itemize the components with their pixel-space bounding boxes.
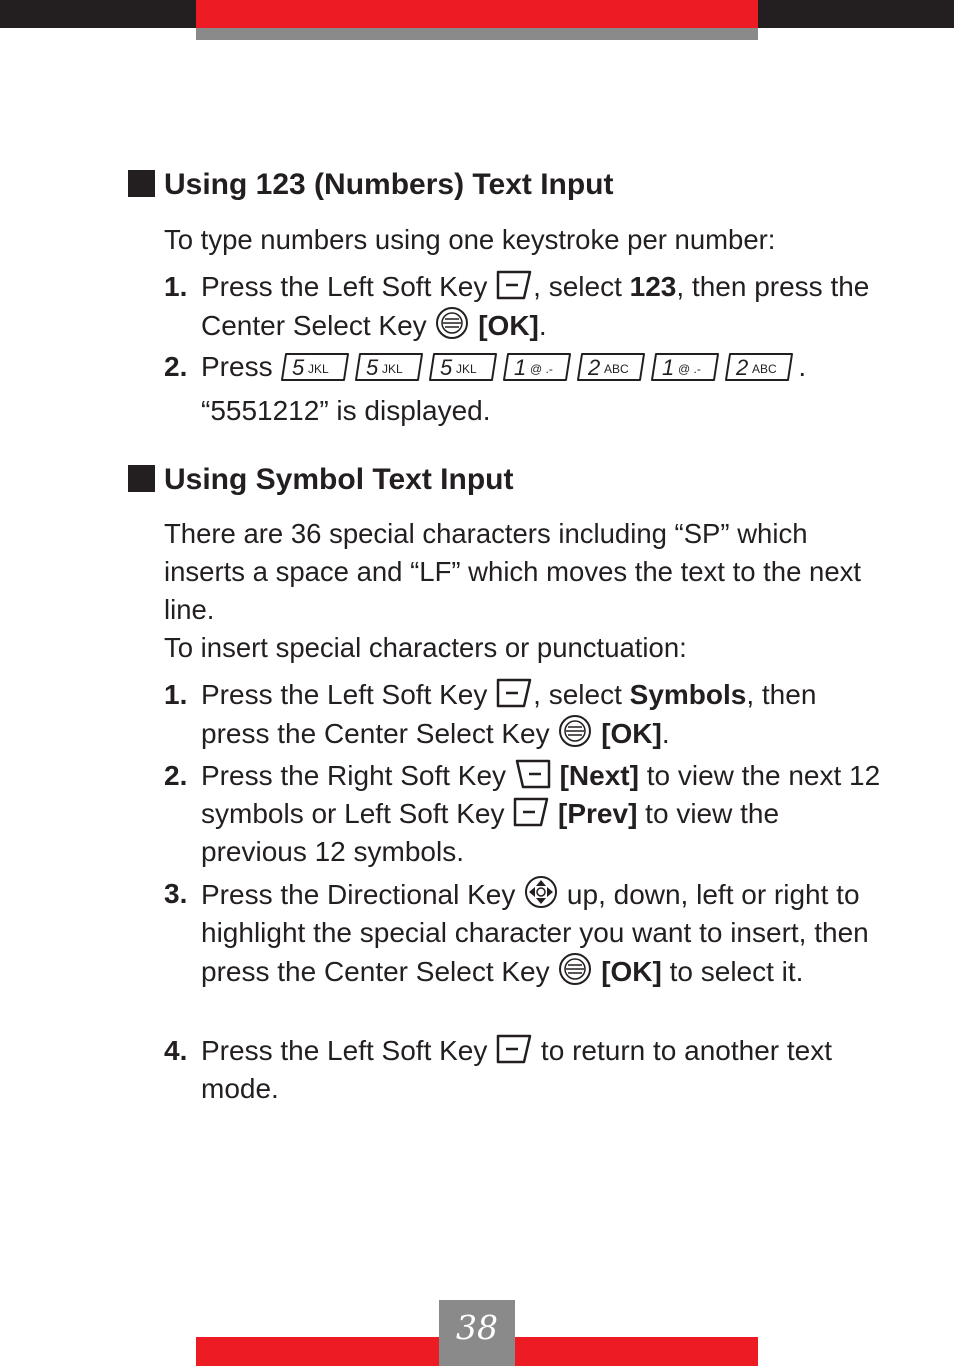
numbers-step-1: 1. Press the Left Soft Key , select 123, then press the Center Select Key [OK]. <box>164 271 870 341</box>
keypad-key-digit: 1 <box>662 355 675 380</box>
keypad-key-digit: 5 <box>366 355 379 380</box>
keypad-sequence <box>280 351 798 382</box>
header-gray-bar <box>196 28 758 40</box>
keypad-key-digit: 5 <box>292 355 305 380</box>
header-red-bar <box>196 0 758 28</box>
left-soft-key-icon <box>495 269 533 301</box>
keypad-key-2-icon <box>724 352 794 392</box>
keypad-key-digit: 1 <box>514 355 527 380</box>
symbols-step-4: 4. Press the Left Soft Key to return to another text mode. <box>164 1035 832 1104</box>
center-select-key-icon <box>434 306 470 340</box>
keypad-key-digit: 5 <box>440 355 453 380</box>
keypad-key-2-icon <box>576 352 646 392</box>
symbols-intro: There are 36 special characters including “SP” which inserts a space and “LF” which moves the text to the next line. <box>164 518 862 625</box>
right-soft-key-icon <box>514 758 552 790</box>
bullet-square-icon <box>128 465 155 492</box>
keypad-key-letters: @ .- <box>530 362 554 376</box>
symbols-step-2: 2. Press the Right Soft Key [Next] to view the next 12 symbols or Left Soft Key [Prev] to view the previous 12 symbols. <box>164 760 881 867</box>
section-title-symbols: Using Symbol Text Input <box>128 462 513 498</box>
keypad-key-5-icon <box>428 352 498 392</box>
keypad-key-digit: 2 <box>736 355 749 380</box>
keypad-key-5-icon <box>354 352 424 392</box>
keypad-key-letters: ABC <box>752 362 778 376</box>
center-select-key-icon <box>557 714 593 748</box>
page-number: 38 <box>439 1300 515 1366</box>
numbers-intro: To type numbers using one keystroke per number: <box>164 224 776 255</box>
symbols-intro-2: To insert special characters or punctuation: <box>164 632 687 663</box>
symbols-step-1: 1. Press the Left Soft Key , select Symbols, then press the Center Select Key [OK]. <box>164 679 817 749</box>
keypad-key-letters: ABC <box>604 362 630 376</box>
keypad-key-digit: 2 <box>588 355 601 380</box>
left-soft-key-icon <box>495 1033 533 1065</box>
keypad-key-letters: JKL <box>382 362 404 376</box>
keypad-key-5-icon <box>280 352 350 392</box>
numbers-step-2: 2. Press 5 JKL 5 JKL 5 JKL 1 @ .- 2 ABC 1 @ .- 2 ABC . “5551212” is displayed. <box>164 351 807 426</box>
keypad-key-letters: JKL <box>308 362 330 376</box>
keypad-key-letters: @ .- <box>678 362 702 376</box>
directional-key-icon <box>523 875 559 909</box>
left-soft-key-icon <box>495 677 533 709</box>
left-soft-key-icon <box>512 796 550 828</box>
center-select-key-icon <box>557 952 593 986</box>
keypad-key-letters: JKL <box>456 362 478 376</box>
symbols-step-3: 3. Press the Directional Key up, down, left or right to highlight the special character you want to insert, then press the Center Select Key [OK] to select it. <box>164 875 884 991</box>
section-title-numbers: Using 123 (Numbers) Text Input <box>128 167 614 203</box>
bullet-square-icon <box>128 170 155 197</box>
keypad-key-1-icon <box>502 352 572 392</box>
keypad-key-1-icon <box>650 352 720 392</box>
